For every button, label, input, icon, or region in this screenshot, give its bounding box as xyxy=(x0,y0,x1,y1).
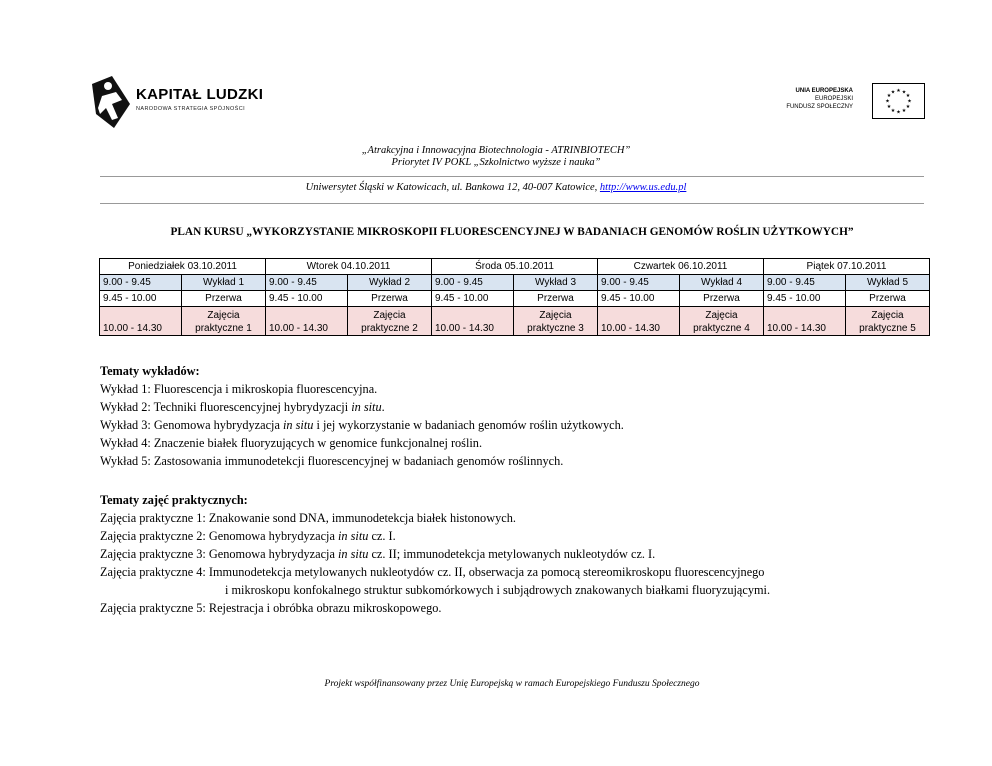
divider-bottom xyxy=(100,203,924,204)
time-cell: 10.00 - 14.30 xyxy=(100,307,182,336)
practical-cell xyxy=(846,307,930,336)
practical-cell xyxy=(514,307,598,336)
lecture-topic-4: Wykład 4: Znaczenie białek fluoryzujących w genomice funkcjonalnej roślin. xyxy=(100,436,483,450)
text-part: cz. II; immunodetekcja metylowanych nukleotydów cz. I. xyxy=(368,547,656,561)
time-cell: 9.00 - 9.45 xyxy=(266,275,348,291)
svg-text:★: ★ xyxy=(907,98,912,105)
lecture-topics-heading: Tematy wykładów: xyxy=(100,364,200,378)
university-link[interactable]: http://www.us.edu.pl xyxy=(599,182,687,193)
divider-top xyxy=(100,176,924,177)
svg-text:★: ★ xyxy=(901,108,907,114)
lecture-cell: Wykład 2 xyxy=(348,275,432,291)
svg-text:★: ★ xyxy=(886,104,892,110)
break-cell: Przerwa xyxy=(514,291,598,307)
svg-text:★: ★ xyxy=(896,109,901,116)
schedule-row-break xyxy=(100,291,930,307)
text-part: cz. I. xyxy=(368,529,396,543)
time-cell: 9.00 - 9.45 xyxy=(432,275,514,291)
footer-note: Projekt współfinansowany przez Unię Europejską w ramach Europejskiego Funduszu Społecznego xyxy=(324,679,700,689)
practical-word: Zajęcia xyxy=(705,310,738,321)
practical-number: praktyczne 3 xyxy=(527,323,584,334)
practical-topic-4-continued: i mikroskopu konfokalnego struktur subkomórkowych i subjądrowych znakowanych białkami fluoryzującymi. xyxy=(225,583,771,597)
time-cell: 9.45 - 10.00 xyxy=(432,291,514,307)
svg-text:★: ★ xyxy=(890,89,896,96)
svg-text:★: ★ xyxy=(905,104,911,110)
practical-word: Zajęcia xyxy=(871,310,904,321)
practical-topics xyxy=(100,491,770,617)
time-cell: 10.00 - 14.30 xyxy=(432,307,514,336)
day-header: Piątek 07.10.2011 xyxy=(764,259,930,275)
university-address: Uniwersytet Śląski w Katowicach, ul. Bankowa 12, 40-007 Katowice, xyxy=(305,182,598,193)
svg-text:★: ★ xyxy=(886,93,892,99)
lecture-topic-2 xyxy=(100,398,624,416)
practical-word: Zajęcia xyxy=(373,310,406,321)
text-part: Wykład 3: Genomowa hybrydyzacja xyxy=(100,418,283,432)
lecture-cell: Wykład 1 xyxy=(182,275,266,291)
lecture-cell: Wykład 3 xyxy=(514,275,598,291)
practical-number: praktyczne 2 xyxy=(361,323,418,334)
university-address-line xyxy=(0,182,992,193)
schedule-row-lecture xyxy=(100,275,930,291)
day-header: Poniedziałek 03.10.2011 xyxy=(100,259,266,275)
eu-logo-line1: UNIA EUROPEJSKA xyxy=(795,88,853,94)
plan-title: PLAN KURSU „WYKORZYSTANIE MIKROSKOPII FLUORESCENCYJNEJ W BADANIACH GENOMÓW ROŚLIN UŻYTKOWYCH” xyxy=(170,226,854,238)
schedule-header-row xyxy=(100,259,930,275)
time-cell: 9.45 - 10.00 xyxy=(100,291,182,307)
text-italic: in situ xyxy=(337,529,369,543)
time-cell: 9.00 - 9.45 xyxy=(100,275,182,291)
break-cell: Przerwa xyxy=(846,291,930,307)
practical-cell xyxy=(182,307,266,336)
day-header: Środa 05.10.2011 xyxy=(432,259,598,275)
break-cell: Przerwa xyxy=(182,291,266,307)
practical-topics-heading: Tematy zajęć praktycznych: xyxy=(100,493,248,507)
time-cell: 9.00 - 9.45 xyxy=(598,275,680,291)
time-cell: 10.00 - 14.30 xyxy=(764,307,846,336)
practical-topic-2 xyxy=(100,527,770,545)
svg-text:★: ★ xyxy=(890,108,896,114)
day-header: Czwartek 06.10.2011 xyxy=(598,259,764,275)
eu-logo-line3: FUNDUSZ SPOŁECZNY xyxy=(786,104,853,110)
time-cell: 10.00 - 14.30 xyxy=(266,307,348,336)
svg-text:★: ★ xyxy=(905,93,911,99)
text-part: i jej wykorzystanie w badaniach genomów roślin użytkowych. xyxy=(313,418,624,432)
schedule-table xyxy=(99,258,930,336)
break-cell: Przerwa xyxy=(348,291,432,307)
lecture-cell: Wykład 5 xyxy=(846,275,930,291)
time-cell: 10.00 - 14.30 xyxy=(598,307,680,336)
practical-cell xyxy=(680,307,764,336)
practical-word: Zajęcia xyxy=(207,310,240,321)
practical-number: praktyczne 1 xyxy=(195,323,252,334)
svg-text:★: ★ xyxy=(896,88,901,94)
text-part: Zajęcia praktyczne 2: Genomowa hybrydyzacja xyxy=(100,529,338,543)
practical-number: praktyczne 4 xyxy=(693,323,750,334)
project-priority: Priorytet IV POKL „Szkolnictwo wyższe i nauka” xyxy=(391,157,601,168)
eu-logo-line2: EUROPEJSKI xyxy=(814,96,853,102)
break-cell: Przerwa xyxy=(680,291,764,307)
practical-topic-3 xyxy=(100,545,770,563)
svg-text:★: ★ xyxy=(885,98,890,105)
text-part: Wykład 2: Techniki fluorescencyjnej hybrydyzacji xyxy=(100,400,352,414)
time-cell: 9.45 - 10.00 xyxy=(598,291,680,307)
practical-topic-4: Zajęcia praktyczne 4: Immunodetekcja metylowanych nukleotydów cz. II, obserwacja za pomocą stereomikroskopu fluorescencyjnego xyxy=(100,565,765,579)
day-header: Wtorek 04.10.2011 xyxy=(266,259,432,275)
lecture-topic-1: Wykład 1: Fluorescencja i mikroskopia fluorescencyjna. xyxy=(100,382,378,396)
text-part: Zajęcia praktyczne 3: Genomowa hybrydyzacja xyxy=(100,547,338,561)
text-italic: in situ xyxy=(337,547,369,561)
text-italic: in situ xyxy=(282,418,314,432)
practical-number: praktyczne 5 xyxy=(859,323,916,334)
practical-cell xyxy=(348,307,432,336)
time-cell: 9.45 - 10.00 xyxy=(764,291,846,307)
time-cell: 9.45 - 10.00 xyxy=(266,291,348,307)
lecture-topic-5: Wykład 5: Zastosowania immunodetekcji fluorescencyjnej w badaniach genomów roślinnych. xyxy=(100,454,564,468)
eu-flag-icon xyxy=(872,83,925,119)
practical-topic-1: Zajęcia praktyczne 1: Znakowanie sond DNA, immunodetekcja białek histonowych. xyxy=(100,511,516,525)
kapital-ludzki-subtitle: NARODOWA STRATEGIA SPÓJNOŚCI xyxy=(136,106,245,112)
lecture-cell: Wykład 4 xyxy=(680,275,764,291)
human-figure-logo-icon xyxy=(92,74,132,130)
time-cell: 9.00 - 9.45 xyxy=(764,275,846,291)
text-part: . xyxy=(381,400,385,414)
svg-text:★: ★ xyxy=(901,89,907,96)
lecture-topics xyxy=(100,362,624,470)
kapital-ludzki-title: KAPITAŁ LUDZKI xyxy=(136,86,264,103)
kapital-ludzki-logo xyxy=(92,74,292,130)
text-italic: in situ xyxy=(351,400,382,414)
eu-logo-text xyxy=(786,87,853,111)
practical-word: Zajęcia xyxy=(539,310,572,321)
project-name: „Atrakcyjna i Innowacyjna Biotechnologia - ATRINBIOTECH” xyxy=(361,145,631,156)
lecture-topic-3 xyxy=(100,416,624,434)
practical-topic-5: Zajęcia praktyczne 5: Rejestracja i obróbka obrazu mikroskopowego. xyxy=(100,601,442,615)
schedule-row-practical xyxy=(100,307,930,336)
eu-logo xyxy=(770,83,925,121)
